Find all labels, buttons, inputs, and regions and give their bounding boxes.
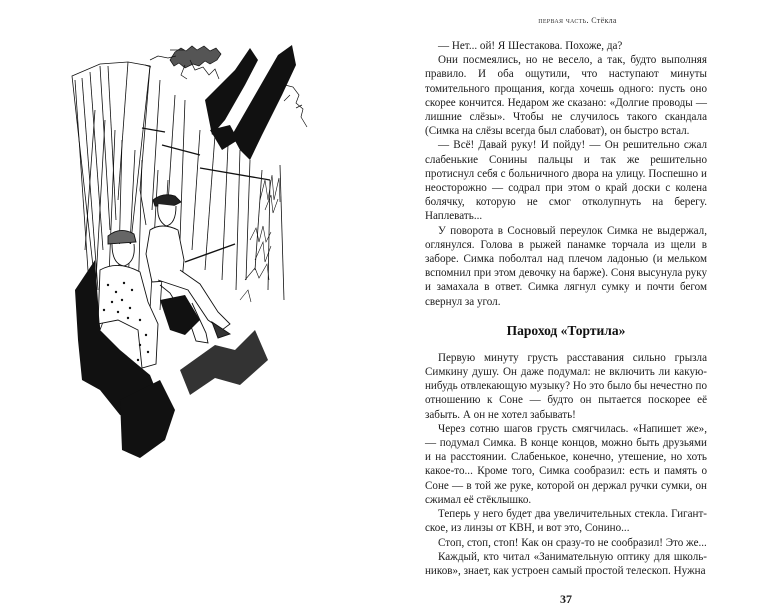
paragraph: Они посмеялись, но не весело, а так, будто выполняя правило. И оба ощутили, что наступают минуты томительного прощания, когда хочешь одного: пусть оно скорее кончится. Недаром же сказано: «Долгие проводы — лишние слёзы». Чтобы не случилось такого скандала (Симка на слёзы всегда был слабоват), он быстро встал.: [425, 54, 707, 138]
chapter-title: Пароход «Тортила»: [506, 322, 626, 338]
left-page: [0, 0, 385, 502]
text-flow: [425, 39, 707, 606]
tree-trunks: [205, 45, 296, 160]
paragraph: Теперь у него будет два увеличительных стекла. Гигантское, из линзы от КВН, и вот это, Сонино...: [425, 508, 707, 535]
paragraph: Стоп, стоп, стоп! Как он сразу-то не сообразил! Это же...: [438, 536, 707, 549]
running-head-title: Стёкла: [591, 16, 617, 25]
paragraph: Первую минуту грусть расставания сильно грызла Симкину душу. Он даже подумал: не включить ли какую-нибудь отвлекающую музыку? Но это было бы нечестно по отношению к Соне — будто он пытается поскорее её забыть. А он не хотел забывать!: [425, 351, 707, 421]
body-text: [425, 39, 707, 578]
running-head: [385, 15, 770, 25]
paragraph: У поворота в Сосновый переулок Симка не выдержал, оглянулся. Голова в рыжей панамке торчала из щели в заборе. Симка поболтал над плечом ладонью (и мельком вспомнил при этом девочку на барже). Соня высунула руку и замахала в ответ. Симка лягнул сумку и почти бегом свернул за угол.: [425, 224, 707, 308]
page-number: 37: [560, 592, 572, 606]
running-head-part: первая часть.: [538, 15, 589, 25]
paragraph: — Нет... ой! Я Шестакова. Похоже, да?: [438, 40, 623, 52]
paragraph: Через сотню шагов грусть смягчилась. «Напишет же», — подумал Симка. В конце концов, можно быть друзьями и на расстоянии. Слабенькое, конечно, утешение, но хоть какое-то... Кроме того, Симка сообразил: есть и память о Соне — в той же руке, которой он держал ручки сумки, он сжимал её стёклышко.: [425, 422, 707, 506]
paragraph: — Всё! Давай руку! И пойду! — Он решительно сжал слабенькие Сонины пальцы и так же решительно протиснул себя с больничного двора на улицу. Поспешно и неосторожно — содрал при этом о край доски с колена болячку, которую не смог отколупнуть на берегу. Наплевать...: [425, 139, 707, 223]
paragraph: Каждый, кто читал «Занимательную оптику для школьников», знает, как устроен самый простой телескоп. Нужна: [425, 550, 707, 577]
illustration-children-by-fence: [0, 0, 385, 502]
